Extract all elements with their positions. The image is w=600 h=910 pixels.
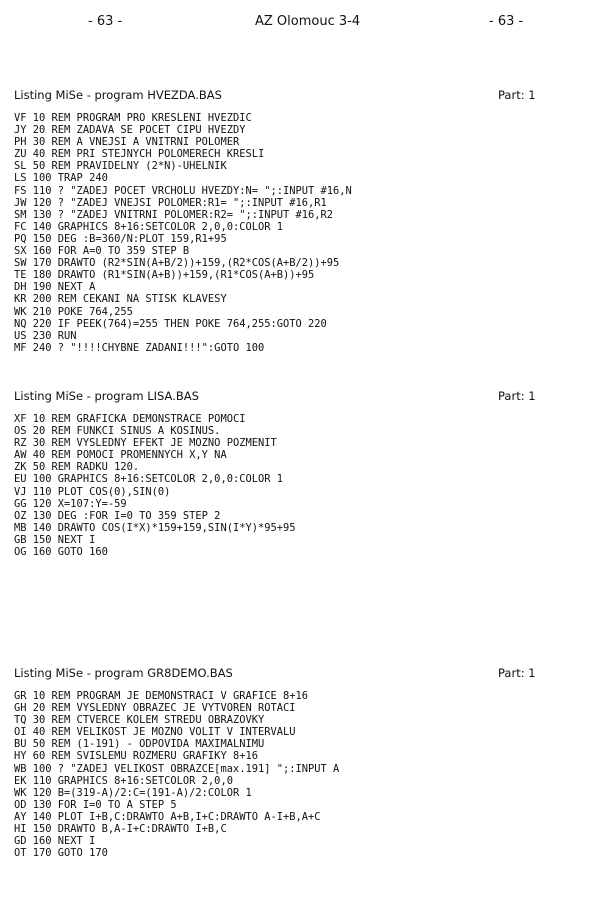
code-block <box>14 413 584 558</box>
code-line: RZ 30 REM VYSLEDNY EFEKT JE MOZNO POZMENIT <box>14 437 277 450</box>
code-line: GD 160 NEXT I <box>14 835 96 848</box>
code-line: OZ 130 DEG :FOR I=0 TO 359 STEP 2 <box>14 509 221 522</box>
code-line: GG 120 X=107:Y=-59 <box>14 497 127 510</box>
code-line: GR 10 REM PROGRAM JE DEMONSTRACI V GRAFICE 8+16 <box>14 690 309 702</box>
listing-title: Listing MiSe - program GR8DEMO.BAS <box>14 666 233 680</box>
code-line: KR 200 REM CEKANI NA STISK KLAVESY <box>14 293 227 306</box>
code-line: FC 140 GRAPHICS 8+16:SETCOLOR 2,0,0:COLOR 1 <box>14 220 283 233</box>
code-line: OD 130 FOR I=0 TO A STEP 5 <box>14 798 177 811</box>
code-line: OS 20 REM FUNKCI SINUS A KOSINUS. <box>14 425 221 438</box>
code-line: JW 120 ? "ZADEJ VNEJSI POLOMER:R1= ";:INPUT #16,R1 <box>14 196 327 209</box>
code-line: MF 240 ? "!!!!CHYBNE ZADANI!!!":GOTO 100 <box>14 341 265 354</box>
code-block <box>14 112 584 354</box>
code-line: DH 190 NEXT A <box>14 281 96 294</box>
code-line: OG 160 GOTO 160 <box>14 546 108 559</box>
listing-gr8demo <box>14 666 584 859</box>
code-line: OT 170 GOTO 170 <box>14 847 108 860</box>
code-line: OI 40 REM VELIKOST JE MOZNO VOLIT V INTERVALU <box>14 726 296 739</box>
code-line: PQ 150 DEG :B=360/N:PLOT 159,R1+95 <box>14 232 227 245</box>
code-line: HY 60 REM SVISLEMU ROZMERU GRAFIKY 8+16 <box>14 750 258 763</box>
code-line: SM 130 ? "ZADEJ VNITRNI POLOMER:R2= ";:INPUT #16,R2 <box>14 208 334 221</box>
code-line: GH 20 REM VYSLEDNY OBRAZEC JE VYTVOREN ROTACI <box>14 702 296 715</box>
code-line: SW 170 DRAWTO (R2*SIN(A+B/2))+159,(R2*COS(A+B/2))+95 <box>14 257 340 270</box>
code-line: ZU 40 REM PRI STEJNYCH POLOMERECH KRESLI <box>14 148 265 161</box>
code-line: SL 50 REM PRAVIDELNY (2*N)-UHELNIK <box>14 160 227 173</box>
code-line: XF 10 REM GRAFICKA DEMONSTRACE POMOCI <box>14 413 246 425</box>
page-number-right: - 63 - <box>489 14 524 29</box>
listing-title: Listing MiSe - program LISA.BAS <box>14 389 199 403</box>
listing-hvezda <box>14 88 584 354</box>
page-header <box>0 14 600 34</box>
code-line: TE 180 DRAWTO (R1*SIN(A+B))+159,(R1*COS(A+B))+95 <box>14 269 315 282</box>
code-line: LS 100 TRAP 240 <box>14 172 108 185</box>
code-line: PH 30 REM A VNEJSI A VNITRNI POLOMER <box>14 136 240 149</box>
listing-part: Part: 1 <box>498 88 536 102</box>
code-line: EK 110 GRAPHICS 8+16:SETCOLOR 2,0,0 <box>14 774 233 787</box>
code-line: VF 10 REM PROGRAM PRO KRESLENI HVEZDIC <box>14 112 252 124</box>
code-line: HI 150 DRAWTO B,A-I+C:DRAWTO I+B,C <box>14 823 227 836</box>
publication-title: AZ Olomouc 3-4 <box>255 14 361 29</box>
code-line: WK 120 B=(319-A)/2:C=(191-A)/2:COLOR 1 <box>14 786 252 799</box>
listing-header <box>14 389 584 407</box>
code-line: GB 150 NEXT I <box>14 533 96 546</box>
code-line: WB 100 ? "ZADEJ VELIKOST OBRAZCE[max.191] ";:INPUT A <box>14 762 340 775</box>
code-line: SX 160 FOR A=0 TO 359 STEP B <box>14 245 190 258</box>
code-line: BU 50 REM (1-191) - ODPOVIDA MAXIMALNIMU <box>14 738 265 751</box>
listing-part: Part: 1 <box>498 666 536 680</box>
code-line: TQ 30 REM CTVERCE KOLEM STREDU OBRAZOVKY <box>14 714 265 727</box>
listing-header <box>14 88 584 106</box>
code-line: AW 40 REM POMOCI PROMENNYCH X,Y NA <box>14 449 227 462</box>
code-line: WK 210 POKE 764,255 <box>14 305 133 318</box>
code-line: AY 140 PLOT I+B,C:DRAWTO A+B,I+C:DRAWTO A-I+B,A+C <box>14 810 321 823</box>
code-line: JY 20 REM ZADAVA SE POCET CIPU HVEZDY <box>14 124 246 137</box>
listing-header <box>14 666 584 684</box>
listing-lisa <box>14 389 584 558</box>
code-line: VJ 110 PLOT COS(0),SIN(0) <box>14 485 171 498</box>
code-line: US 230 RUN <box>14 329 77 342</box>
page-number-left: - 63 - <box>88 14 123 29</box>
code-line: MB 140 DRAWTO COS(I*X)*159+159,SIN(I*Y)*95+95 <box>14 521 296 534</box>
code-line: FS 110 ? "ZADEJ POCET VRCHOLU HVEZDY:N= ";:INPUT #16,N <box>14 184 352 197</box>
code-line: NQ 220 IF PEEK(764)=255 THEN POKE 764,255:GOTO 220 <box>14 317 327 330</box>
code-line: EU 100 GRAPHICS 8+16:SETCOLOR 2,0,0:COLOR 1 <box>14 473 283 486</box>
listing-title: Listing MiSe - program HVEZDA.BAS <box>14 88 222 102</box>
listing-part: Part: 1 <box>498 389 536 403</box>
code-block <box>14 690 584 859</box>
code-line: ZK 50 REM RADKU 120. <box>14 461 140 474</box>
